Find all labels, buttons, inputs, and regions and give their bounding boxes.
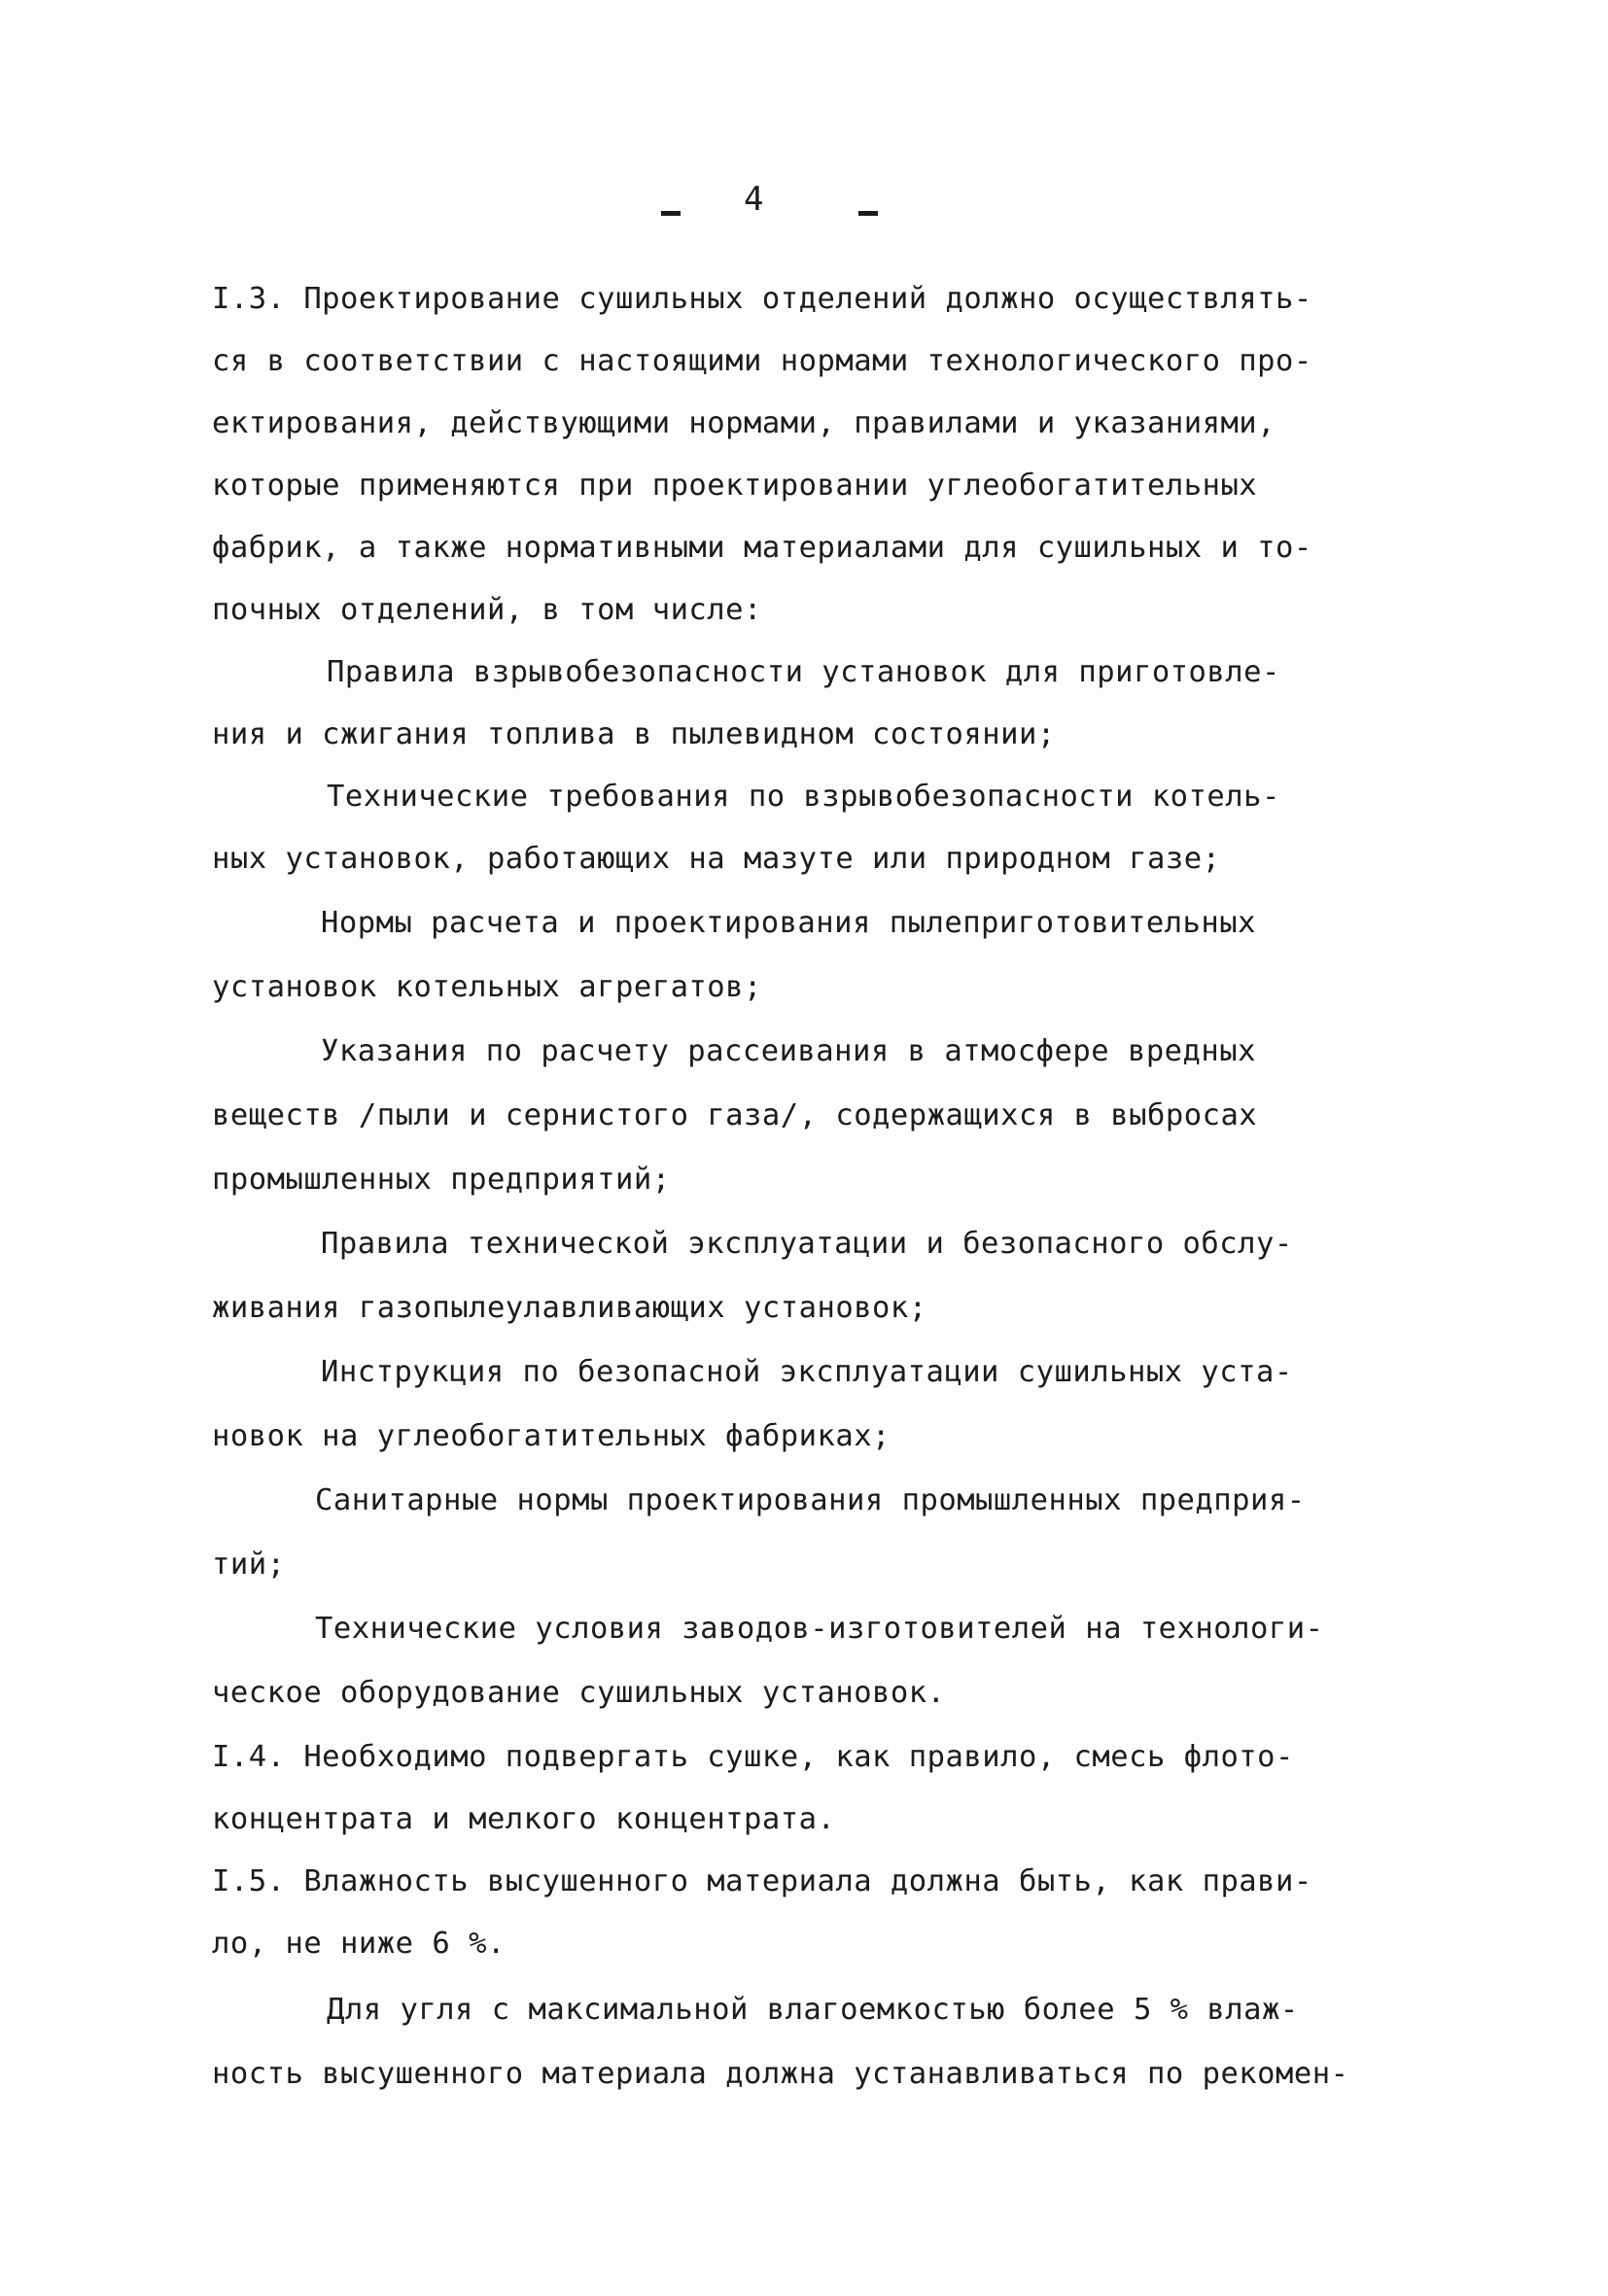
text-line: Технические требования по взрывобезопасности котель- xyxy=(327,780,1280,814)
text-line: ность высушенного материала должна устанавливаться по рекомен- xyxy=(212,2057,1349,2091)
text-line: Правила технической эксплуатации и безопасного обслу- xyxy=(321,1227,1293,1261)
header-dash-left xyxy=(661,211,681,216)
text-line: живания газопылеулавливающих установок; xyxy=(212,1291,927,1325)
text-line: новок на углеобогатительных фабриках; xyxy=(212,1419,891,1453)
text-line: ектирования, действующими нормами, правилами и указаниями, xyxy=(212,406,1276,440)
text-line: ния и сжигания топлива в пылевидном состоянии; xyxy=(212,717,1056,751)
text-line: почных отделений, в том числе: xyxy=(212,593,762,627)
text-line: установок котельных агрегатов; xyxy=(212,970,762,1004)
text-line: Указания по расчету рассеивания в атмосфере вредных xyxy=(321,1034,1256,1068)
text-line: I.4. Необходимо подвергать сушке, как правило, смесь флото- xyxy=(212,1740,1294,1774)
text-line: Технические условия заводов-изготовителей на технологи- xyxy=(315,1612,1324,1646)
text-line: которые применяются при проектировании углеобогатительных xyxy=(212,469,1258,503)
page-number: 4 xyxy=(744,180,764,219)
page-header xyxy=(0,180,1608,238)
text-line: I.3. Проектирование сушильных отделений должно осуществлять- xyxy=(212,282,1312,316)
text-line: Для угля с максимальной влагоемкостью более 5 % влаж- xyxy=(327,1993,1299,2027)
text-line: Инструкция по безопасной эксплуатации сушильных уста- xyxy=(321,1355,1293,1389)
text-line: Санитарные нормы проектирования промышленных предприя- xyxy=(315,1483,1306,1517)
text-line: Нормы расчета и проектирования пылеприготовительных xyxy=(321,906,1256,940)
text-line: ческое оборудование сушильных установок. xyxy=(212,1676,946,1710)
text-line: тий; xyxy=(212,1548,286,1582)
header-dash-right xyxy=(858,211,878,216)
text-line: промышленных предприятий; xyxy=(212,1163,671,1197)
text-line: веществ /пыли и сернистого газа/, содержащихся в выбросах xyxy=(212,1098,1258,1132)
text-line: ся в соответствии с настоящими нормами технологического про- xyxy=(212,344,1312,378)
text-line: Правила взрывобезопасности установок для приготовле- xyxy=(327,655,1280,689)
text-line: ло, не ниже 6 %. xyxy=(212,1927,506,1961)
text-line: ных установок, работающих на мазуте или природном газе; xyxy=(212,842,1221,876)
text-line: фабрик, а также нормативными материалами для сушильных и то- xyxy=(212,531,1312,565)
text-line: I.5. Влажность высушенного материала должна быть, как прави- xyxy=(212,1864,1312,1898)
text-line: концентрата и мелкого концентрата. xyxy=(212,1802,836,1836)
